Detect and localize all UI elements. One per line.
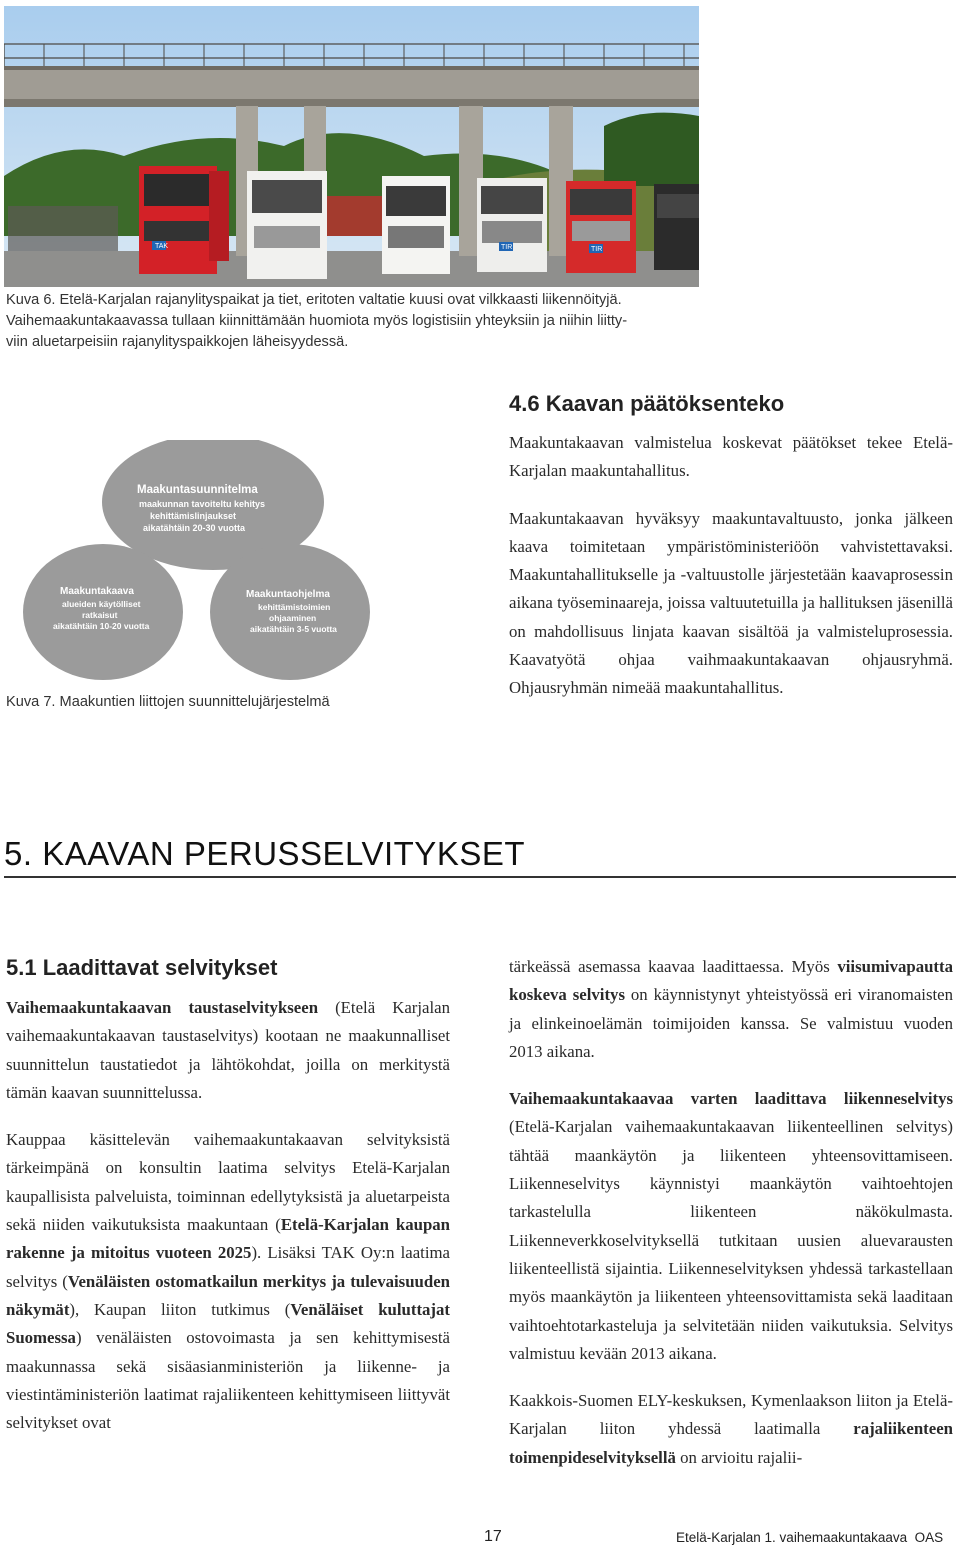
figure-6-caption [6, 290, 706, 353]
paragraph: Maakuntakaavan valmistelua koskevat päätökset tekee Etelä-Karjalan maakuntahallitus. [509, 433, 953, 481]
section-5-1-heading: 5.1 Laadittavat selvitykset [6, 955, 278, 980]
bold-term: Vaihemaakuntakaavaa varten laadittava liikenneselvitys [509, 1089, 953, 1109]
diagram-top-line: aikatähtäin 20-30 vuotta [143, 523, 246, 533]
diagram-left-title: Maakuntakaava [60, 586, 134, 597]
diagram-top-line: maakunnan tavoiteltu kehitys [139, 499, 266, 509]
text-run: tärkeässä asemassa kaavaa laadittaessa. Myös [509, 957, 838, 976]
diagram-right-line: kehittämistoimien [258, 602, 331, 612]
caption-line: Kuva 6. Etelä-Karjalan rajanylityspaikat ja tiet, eritoten valtatie kuusi ovat vilkkaasti liikennöityjä. [6, 292, 622, 308]
caption-line: viin aluetarpeisiin rajanylityspaikkojen läheisyydessä. [6, 334, 349, 350]
bold-term: Venäläiset kuluttajat Suomessa [6, 1299, 450, 1348]
bold-term: Venäläisten ostomatkailun merkitys ja tulevaisuuden näkymät [6, 1271, 450, 1319]
trucks-photo [4, 6, 699, 287]
figure-7-caption: Kuva 7. Maakuntien liittojen suunnittelujärjestelmä [6, 694, 330, 710]
page-number: 17 [484, 1528, 502, 1545]
text-run: Kaakkois-Suomen ELY-keskuksen, Kymenlaakson liiton ja Etelä-Karjalan liiton yhdessä laatimalla [509, 1391, 953, 1439]
bold-term: rajaliikenteen toimenpideselvityksellä [509, 1419, 953, 1467]
truck-plate-label: TIR [501, 244, 513, 251]
truck-plate-label: TIR [591, 246, 603, 253]
text-run: on arvioitu rajalii- [675, 1447, 803, 1467]
diagram-right-line: aikatähtäin 3-5 vuotta [250, 624, 337, 634]
section-5-1-left-column [6, 994, 450, 1437]
text-run: on käynnistynyt yhteistyössä eri viranomaisten ja elinkeinoelämän toimijoiden kanssa. Se valmistuu vuoden 2013 aikana. [509, 985, 953, 1061]
diagram-top-line: kehittämislinjaukset [150, 511, 237, 521]
diagram-right-title: Maakuntaohjelma [246, 589, 330, 600]
text-run: ), Kaupan liiton tutkimus ( [69, 1299, 291, 1319]
text-run: (Etelä-Karjalan vaihemaakuntakaavan liikenteellinen selvitys) tähtää maankäytön ja liikenteen yhteensovittamiseen. Liikenneselvitys käynnistyi maankäytön vaihtoehtojen tarkastelulla liikenteen näkökulmasta. Liikenneverkkoselvityksellä tutkitaan uusien aluevarausten liikenteellistä sijaintia. Liikenneselvityksen yhdessä tarkastellaan myös maankäytön ja liikenteen yhteensovittamista sekä laaditaan vaihtoehtotarkasteluja ja selvitetään niiden vaikutuksia. Selvitys valmistuu kevään 2013 aikana. [509, 1117, 953, 1363]
bold-term: Etelä-Karjalan kaupan rakenne ja mitoitus vuoteen 2025 [6, 1215, 451, 1263]
diagram-left-line: alueiden käytölliset [62, 599, 141, 609]
bold-term: viisumivapautta koskeva selvitys [509, 957, 953, 1005]
diagram-top-title: Maakuntasuunnitelma [137, 484, 258, 496]
text-run: (Etelä Karjalan vaihemaakuntakaavan taustaselvitys) kootaan ne maakunnalliset suunnittelun taustatiedot ja lähtökohdat, joilla on merkitystä tämän kaavan suunnittelussa. [6, 998, 450, 1102]
section-5-title: 5. KAAVAN PERUSSELVITYKSET [4, 835, 526, 872]
truck-plate-label: TAK [155, 243, 169, 250]
footer-document-title: Etelä-Karjalan 1. vaihemaakuntakaava OAS [676, 1530, 944, 1545]
paragraph [6, 994, 450, 1107]
section-divider [4, 876, 956, 878]
section-4-6-heading: 4.6 Kaavan päätöksenteko [509, 391, 785, 416]
text-run: ). Lisäksi TAK Oy:n laatima selvitys ( [6, 1243, 450, 1291]
paragraph: Maakuntakaavan hyväksyy maakuntavaltuusto, jonka jälkeen kaava toimitetaan ympäristöministeriöön vahvistettavaksi. Maakuntahallitukselle ja -valtuustolle järjestetään kaavaprosessin aikana työseminaareja, joissa valtuutetuilla ja hallituksen jäsenillä on mahdollisuus linjata kaavan sisältöä ja valmisteluprosessia. Kaavatyötä ohjaa vaihmaakuntakaavan ohjausryhmä. Ohjausryhmän nimeää maakuntahallitus. [509, 508, 953, 698]
circle-maakuntaohjelma [210, 544, 370, 680]
bold-term: Vaihemaakuntakaavan taustaselvitykseen [6, 998, 319, 1017]
section-5-1-right-column [509, 953, 953, 1472]
text-run: Kauppaa käsittelevän vaihemaakuntakaavan selvityksistä tärkeimpänä on konsultin laatima selvitys Etelä-Karjalan kaupallisista palveluista, toiminnan edellytyksistä ja aluetarpeista sekä niiden vaikutuksista maakuntaan ( [6, 1130, 450, 1235]
planning-system-diagram [20, 440, 490, 685]
paragraph [509, 953, 953, 1066]
paragraph [6, 1126, 450, 1437]
paragraph [509, 1085, 953, 1368]
planning-diagram-svg [20, 440, 490, 685]
caption-line: Vaihemaakuntakaavassa tullaan kiinnittämään huomiota myös logistisiin yhteyksiin ja niihin liitty- [6, 313, 628, 329]
section-4-6-body [509, 429, 953, 703]
photo-trucks-under-bridge-icon [4, 6, 699, 287]
paragraph [509, 1387, 953, 1472]
text-run: ) venäläisten ostovoimasta ja sen kehittymisestä maakunnassa sekä sisäasianministeriön ja liikenne- ja viestintäministeriön laatimat rajaliikenteen kehittymiseen liittyvät selvitykset ovat [6, 1328, 450, 1433]
diagram-left-line: ratkaisut [82, 610, 118, 620]
diagram-left-line: aikatähtäin 10-20 vuotta [53, 621, 150, 631]
diagram-right-line: ohjaaminen [269, 613, 317, 623]
